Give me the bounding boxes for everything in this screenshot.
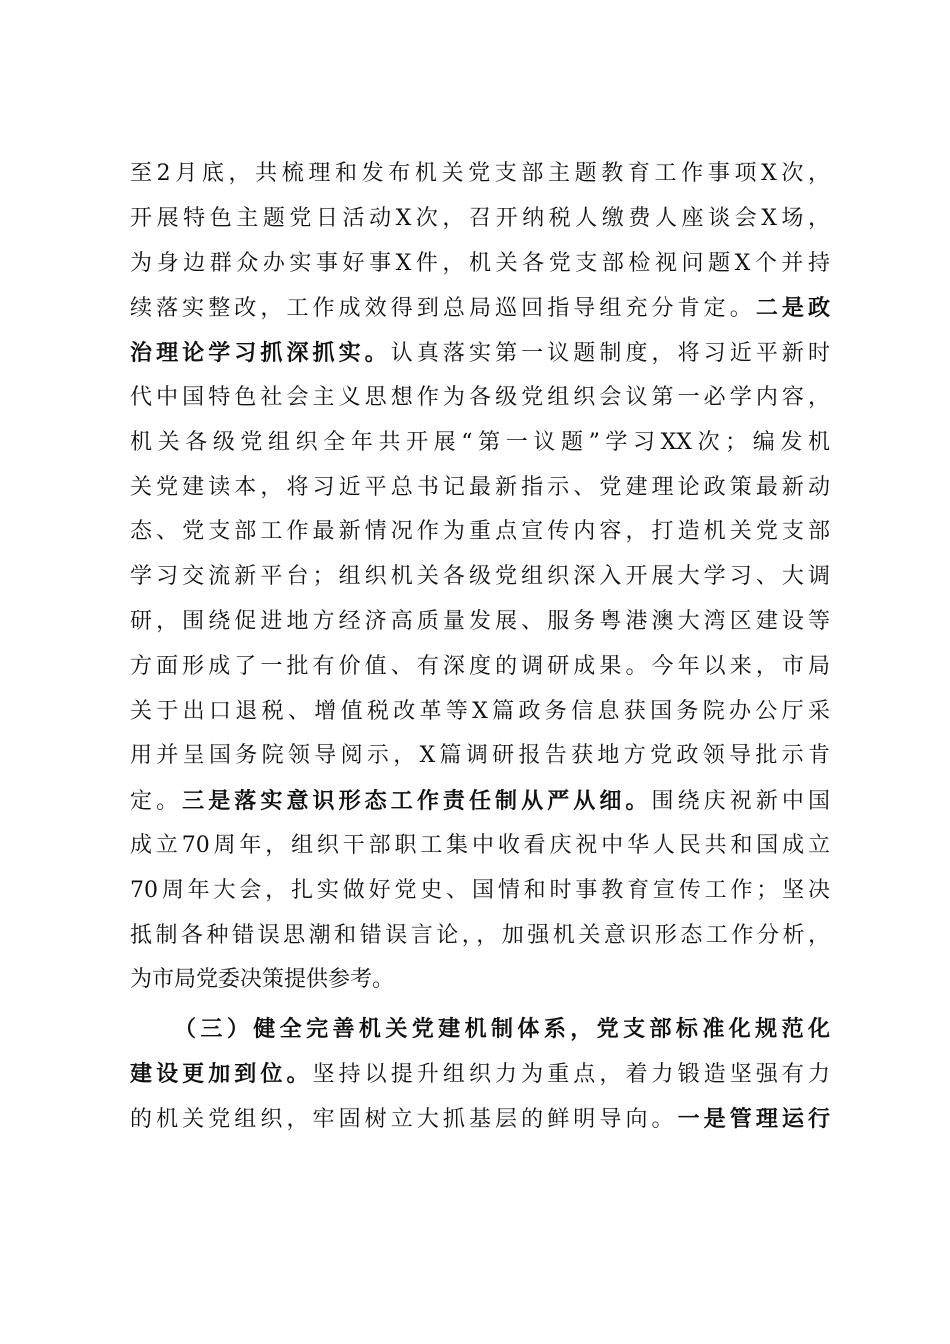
bold-heading: 三是落实意识形态工作责任制从严从细。 bbox=[182, 788, 652, 815]
text-line: 的机关党组织，牢固树立大抓基层的鲜明导向。一是管理运行 bbox=[130, 1105, 830, 1132]
paragraph-2 bbox=[130, 1007, 830, 1141]
text-line: 关党建读本，将习近平总书记最新指示、党建理论政策最新动 bbox=[130, 474, 830, 500]
bold-heading: 二是政 bbox=[755, 295, 830, 322]
text-line: 抵制各种错误思潮和错误言论，，加强机关意识形态工作分析， bbox=[130, 922, 830, 948]
bold-heading: 治理论学习抓深抓实。 bbox=[130, 340, 391, 367]
text-line: 续落实整改，工作成效得到总局巡回指导组充分肯定。二是政 bbox=[130, 295, 830, 322]
text-line: 治理论学习抓深抓实。认真落实第一议题制度，将习近平新时 bbox=[130, 340, 830, 367]
text-line: 态、党支部工作最新情况作为重点宣传内容，打造机关党支部 bbox=[130, 519, 830, 545]
text-line: 用并呈国务院领导阅示，X篇调研报告获地方党政领导批示肯 bbox=[130, 743, 830, 769]
text-line: 方面形成了一批有价值、有深度的调研成果。今年以来，市局 bbox=[130, 653, 830, 679]
text-line: 成立70周年，组织干部职工集中收看庆祝中华人民共和国成立 bbox=[130, 832, 830, 858]
text-line: 研，围绕促进地方经济高质量发展、服务粤港澳大湾区建设等 bbox=[130, 608, 830, 634]
text-line: 开展特色主题党日活动X次，召开纳税人缴费人座谈会X场， bbox=[130, 205, 830, 231]
section-heading-line bbox=[130, 1007, 830, 1052]
bold-heading: （三）健全完善机关党建机制体系，党支部标准化规范化 bbox=[174, 1016, 830, 1043]
text-line: 建设更加到位。坚持以提升组织力为重点，着力锻造坚强有力 bbox=[130, 1060, 830, 1087]
bold-heading: 一是管理运行 bbox=[677, 1105, 830, 1132]
text-line: 70周年大会，扎实做好党史、国情和时事教育宣传工作；坚决 bbox=[130, 877, 830, 903]
document-page bbox=[130, 152, 830, 1142]
text-line: 为身边群众办实事好事X件，机关各党支部检视问题X个并持 bbox=[130, 250, 830, 276]
bold-heading: 建设更加到位。 bbox=[130, 1060, 313, 1087]
text-line: 代中国特色社会主义思想作为各级党组织会议第一必学内容， bbox=[130, 384, 830, 410]
text-line: 为市局党委决策提供参考。 bbox=[130, 967, 395, 993]
text-line: 定。三是落实意识形态工作责任制从严从细。围绕庆祝新中国 bbox=[130, 788, 830, 815]
paragraph-1 bbox=[130, 152, 830, 1003]
text-line: 至2月底，共梳理和发布机关党支部主题教育工作事项X次， bbox=[130, 161, 830, 186]
text-line: 机关各级党组织全年共开展“第一议题”学习XX次；编发机 bbox=[130, 429, 830, 455]
text-line: 关于出口退税、增值税改革等X篇政务信息获国务院办公厅采 bbox=[130, 698, 830, 724]
text-line: 学习交流新平台；组织机关各级党组织深入开展大学习、大调 bbox=[130, 564, 830, 590]
